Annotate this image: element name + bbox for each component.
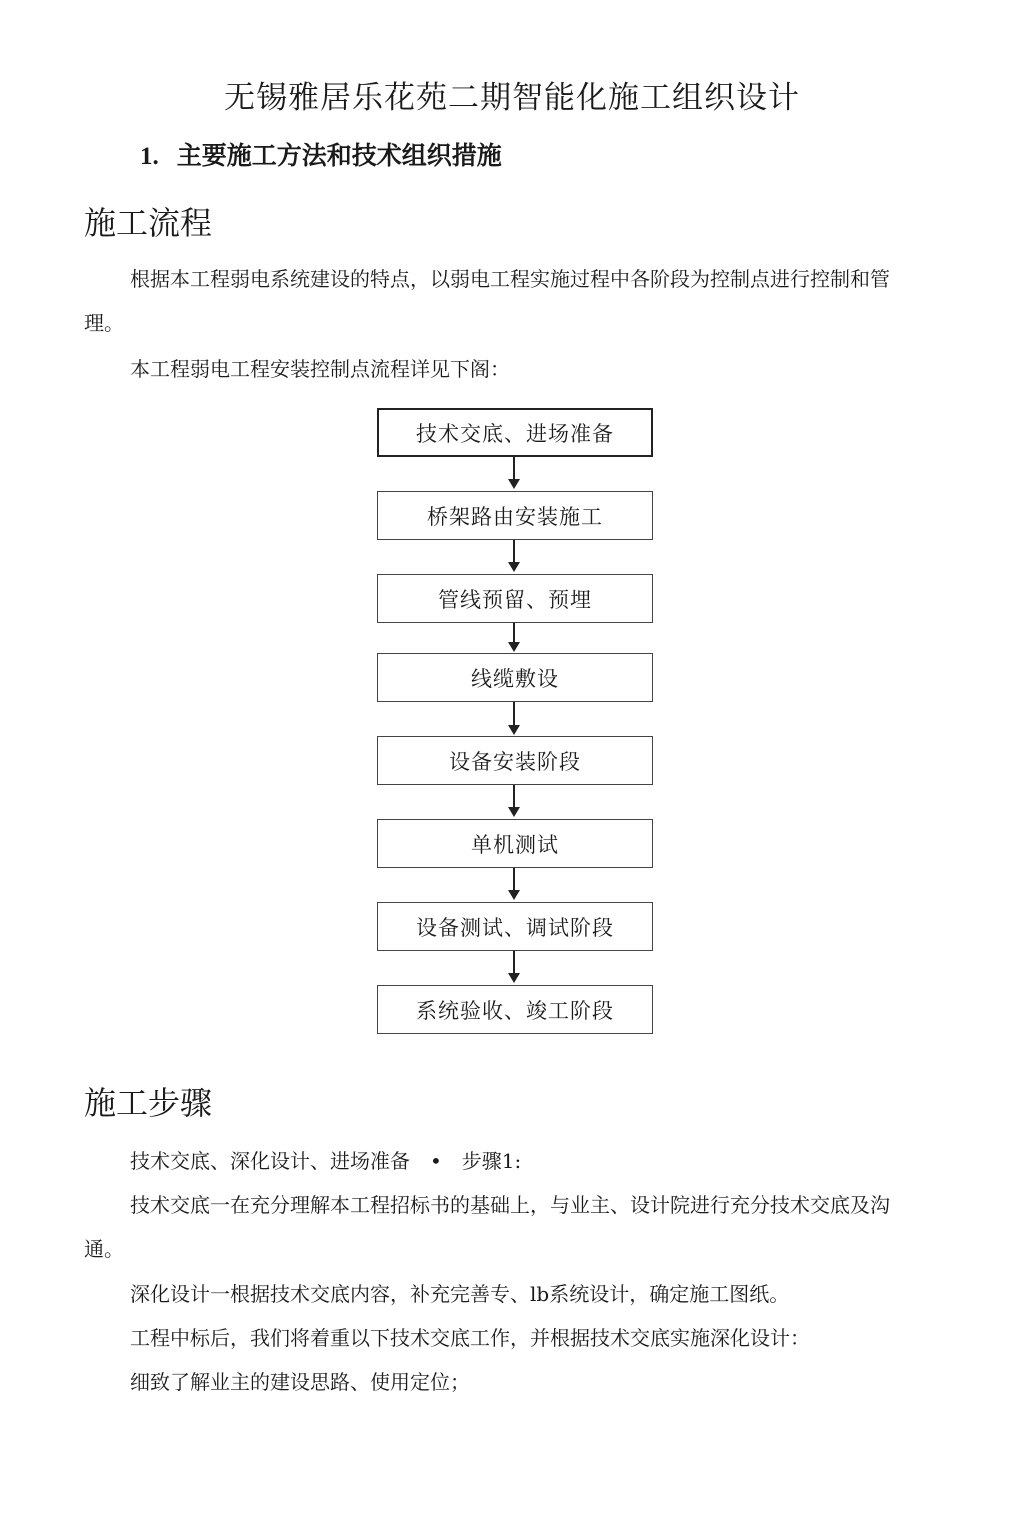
section-title: 主要施工方法和技术组织措施 <box>176 141 502 170</box>
steps-paragraph: 深化设计一根据技术交底内容，补充完善专、lb系统设计，确定施工图纸。 <box>130 1282 790 1306</box>
flow-arrow <box>513 623 515 650</box>
steps-heading: 施工步骤 <box>84 1084 213 1122</box>
flow-step: 单机测试 <box>377 819 653 868</box>
flow-step: 设备测试、调试阶段 <box>377 902 653 951</box>
section-number: 1. <box>140 143 159 170</box>
flow-intro-caption: 本工程弱电工程安装控制点流程详见下阁： <box>130 357 510 381</box>
steps-paragraph: 细致了解业主的建设思路、使用定位； <box>130 1370 470 1394</box>
flow-heading: 施工流程 <box>84 204 213 242</box>
flow-step: 设备安装阶段 <box>377 736 653 785</box>
document-title: 无锡雅居乐花苑二期智能化施工组织设计 <box>224 80 800 116</box>
flow-intro-paragraph: 根据本工程弱电系统建设的特点，以弱电工程实施过程中各阶段为控制点进行控制和管理。 <box>84 267 890 335</box>
steps-paragraph: 技术交底、深化设计、进场准备 • 步骤1: <box>130 1149 522 1173</box>
flow-step: 线缆敷设 <box>377 653 653 702</box>
flow-arrow <box>513 457 515 487</box>
flow-arrow <box>513 951 515 981</box>
flow-arrow <box>513 540 515 570</box>
section-heading <box>140 136 502 172</box>
steps-paragraph: 工程中标后，我们将着重以下技术交底工作，并根据技术交底实施深化设计： <box>130 1326 810 1350</box>
steps-paragraph: 技术交底一在充分理解本工程招标书的基础上，与业主、设计院进行充分技术交底及沟通。 <box>84 1193 890 1261</box>
flow-step: 桥架路由安装施工 <box>377 491 653 540</box>
flow-arrow <box>513 785 515 815</box>
flow-arrow <box>513 868 515 898</box>
flow-step: 技术交底、进场准备 <box>377 408 653 457</box>
flow-arrow <box>513 702 515 733</box>
flow-step: 管线预留、预埋 <box>377 574 653 623</box>
flow-step: 系统验收、竣工阶段 <box>377 985 653 1034</box>
